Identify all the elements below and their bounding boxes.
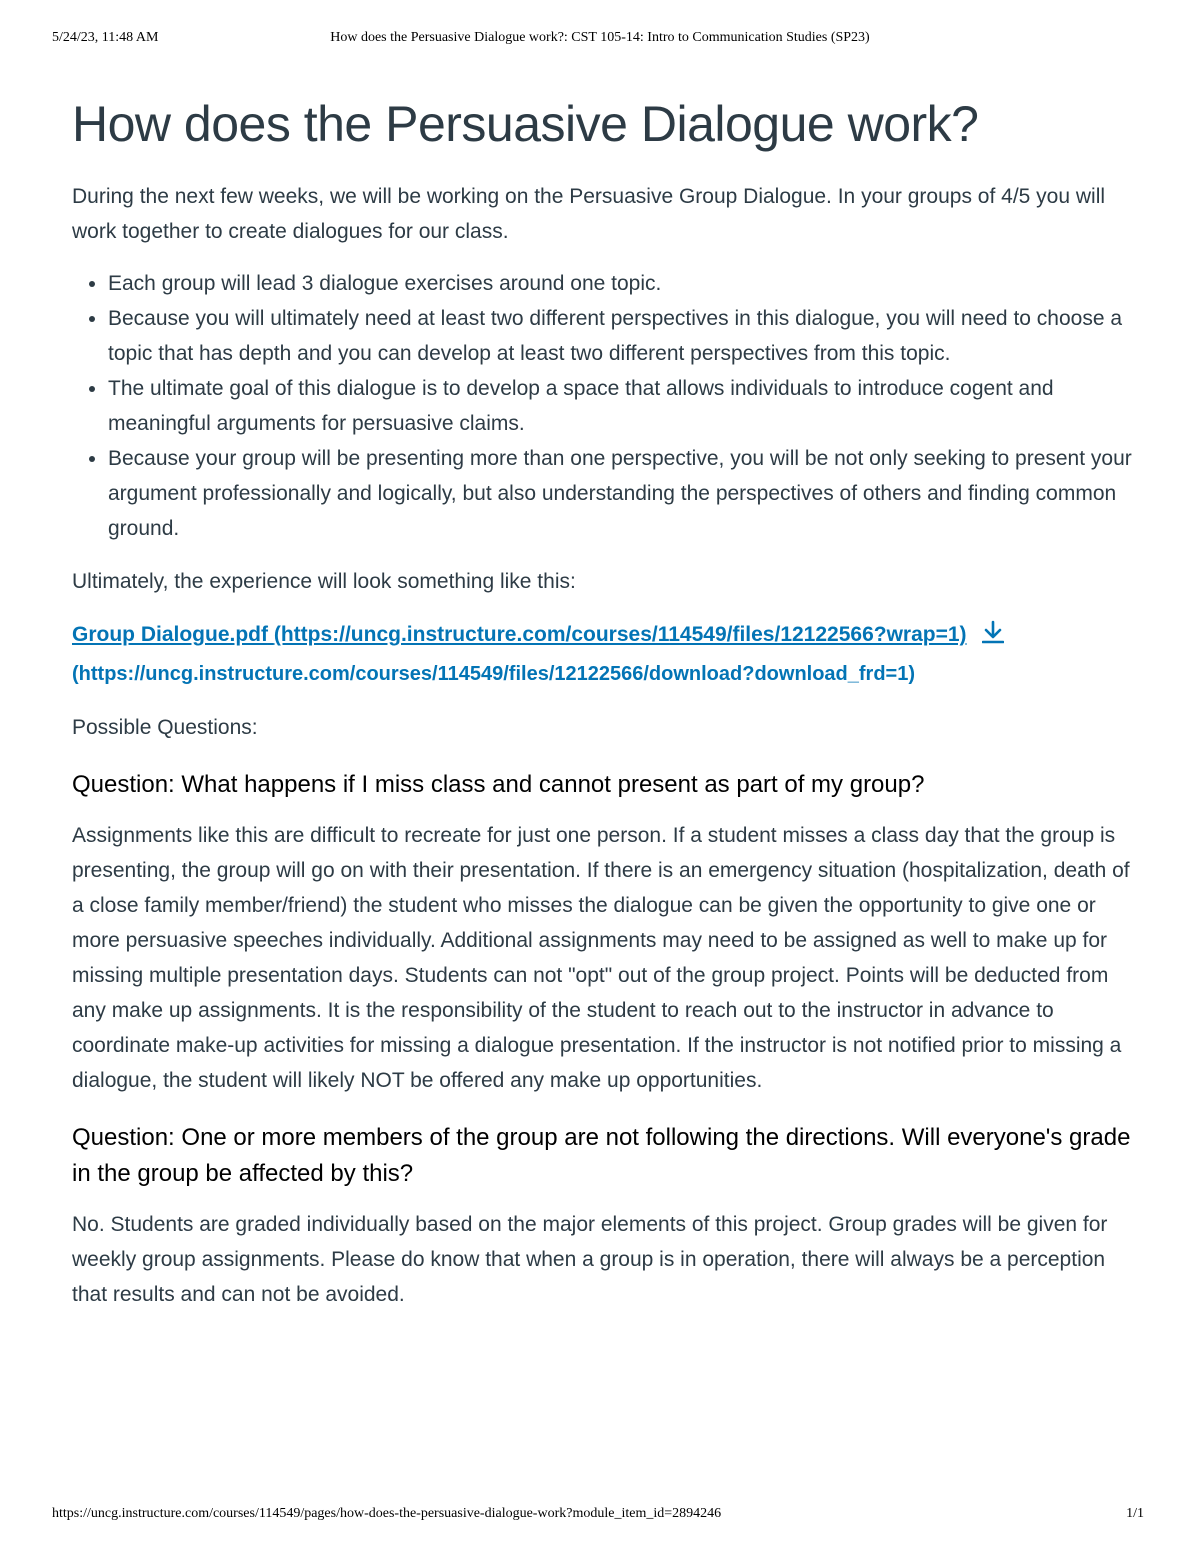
list-item: • Because your group will be presenting more than one perspective, you will be not only seeking to present your argument professionally and logically, but also understanding the perspectives of others and finding common ground.	[108, 441, 1136, 546]
question-heading: Question: One or more members of the group are not following the directions. Will everyone's grade in the group be affected by this?	[72, 1124, 1131, 1187]
print-document-title: How does the Persuasive Dialogue work?: CST 105-14: Intro to Communication Studies (SP23)	[330, 30, 870, 45]
file-link-label: Group Dialogue.pdf	[72, 623, 268, 646]
print-url: https://uncg.instructure.com/courses/114549/pages/how-does-the-persuasive-dialogue-work?module_item_id=2894246	[52, 1506, 722, 1521]
list-item: • The ultimate goal of this dialogue is to develop a space that allows individuals to introduce cogent and meaningful arguments for persuasive claims.	[108, 371, 1136, 441]
ultimately-paragraph: Ultimately, the experience will look something like this:	[72, 570, 576, 593]
list-item: • Each group will lead 3 dialogue exercises around one topic.	[108, 266, 1136, 301]
file-link-url: (https://uncg.instructure.com/courses/114549/files/12122566?wrap=1)	[273, 623, 967, 646]
download-link[interactable]: (https://uncg.instructure.com/courses/114549/files/12122566/download?download_frd=1)	[72, 663, 916, 685]
page-number: 1/1	[1126, 1506, 1144, 1521]
answer-paragraph: No. Students are graded individually based on the major elements of this project. Group grades will be given for weekly group assignments. Please do know that when a group is in operation, there will always be a perception that results and can not be avoided.	[72, 1213, 1108, 1306]
download-icon[interactable]	[982, 619, 1004, 657]
file-links	[72, 617, 1136, 692]
page-content	[72, 92, 1136, 1312]
print-date: 5/24/23, 11:48 AM	[52, 30, 159, 45]
print-footer	[52, 1506, 1148, 1522]
bullet-list	[72, 266, 1136, 546]
list-item: • Because you will ultimately need at least two different perspectives in this dialogue, you will need to choose a topic that has depth and you can develop at least two different perspectives from this topic.	[108, 301, 1136, 371]
file-link[interactable]	[72, 623, 967, 646]
answer-paragraph: Assignments like this are difficult to recreate for just one person. If a student misses a class day that the group is presenting, the group will go on with their presentation. If there is an emergency situation (hospitalization, death of a close family member/friend) the student who misses the dialogue can be given the opportunity to give one or more persuasive speeches individually. Additional assignments may need to be assigned as well to make up for missing multiple presentation days. Students can not "opt" out of the group project. Points will be deducted from any make up assignments. It is the responsibility of the student to reach out to the instructor in advance to coordinate make-up activities for missing a dialogue presentation. If the instructor is not notified prior to missing a dialogue, the student will likely NOT be offered any make up opportunities.	[72, 824, 1130, 1092]
intro-paragraph: During the next few weeks, we will be working on the Persuasive Group Dialogue. In your groups of 4/5 you will work together to create dialogues for our class.	[72, 185, 1106, 243]
possible-questions-label: Possible Questions:	[72, 716, 258, 739]
question-heading: Question: What happens if I miss class and cannot present as part of my group?	[72, 771, 925, 798]
page-title: How does the Persuasive Dialogue work?	[72, 96, 979, 152]
